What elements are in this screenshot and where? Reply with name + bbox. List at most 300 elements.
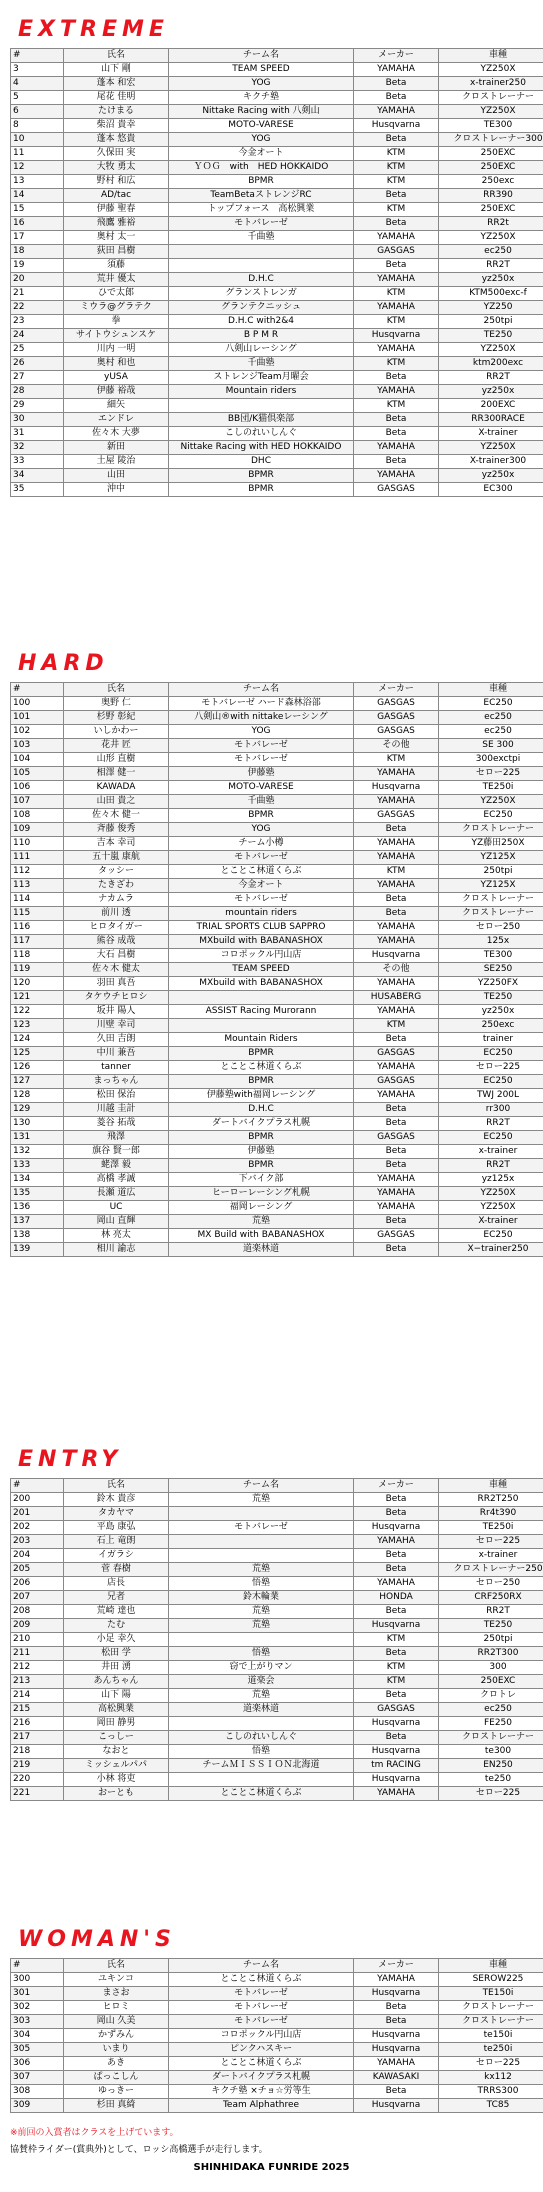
team-name: BPMR: [169, 1131, 354, 1145]
rider-number: 221: [11, 1787, 64, 1801]
team-name: 福岡レーシング: [169, 1201, 354, 1215]
maker: Beta: [354, 1117, 439, 1131]
table-row: [11, 1089, 543, 1103]
team-name: [169, 1633, 354, 1647]
model: x-trainer: [439, 1145, 543, 1159]
rider-number: 35: [11, 483, 64, 497]
model: YZ125X: [439, 879, 543, 893]
maker: KTM: [354, 1661, 439, 1675]
table-row: [11, 91, 543, 105]
rider-number: 220: [11, 1773, 64, 1787]
rider-number: 203: [11, 1535, 64, 1549]
rider-number: 23: [11, 315, 64, 329]
rider-number: 18: [11, 245, 64, 259]
team-name: MOTO-VARESE: [169, 781, 354, 795]
model: te150i: [439, 2029, 543, 2043]
rider-number: 125: [11, 1047, 64, 1061]
rider-number: 218: [11, 1745, 64, 1759]
team-name: 悟塾: [169, 1577, 354, 1591]
maker: Beta: [354, 1549, 439, 1563]
maker: YAMAHA: [354, 231, 439, 245]
table-row: [11, 851, 543, 865]
rider-number: 107: [11, 795, 64, 809]
model: セロー225: [439, 1787, 543, 1801]
team-name: D.H.C: [169, 1103, 354, 1117]
model: yz250x: [439, 385, 543, 399]
rider-name: 五十嵐 康航: [64, 851, 169, 865]
maker: Husqvarna: [354, 2029, 439, 2043]
team-name: 千曲塾: [169, 231, 354, 245]
rider-name: まさお: [64, 1987, 169, 2001]
model: EC250: [439, 1075, 543, 1089]
rider-number: 32: [11, 441, 64, 455]
table-row: [11, 823, 543, 837]
rider-name: 蓬本 和宏: [64, 77, 169, 91]
rider-number: 26: [11, 357, 64, 371]
model: ec250: [439, 1703, 543, 1717]
maker: KTM: [354, 1633, 439, 1647]
rider-number: 16: [11, 217, 64, 231]
model: YZ250X: [439, 441, 543, 455]
team-name: YOG: [169, 77, 354, 91]
rider-name: 山田: [64, 469, 169, 483]
model: RR2T250: [439, 1493, 543, 1507]
model: 250tpi: [439, 315, 543, 329]
model: KTM500exc-f: [439, 287, 543, 301]
rider-number: 106: [11, 781, 64, 795]
team-name: ピンクハスキー: [169, 2043, 354, 2057]
rider-number: 25: [11, 343, 64, 357]
table-row: [11, 161, 543, 175]
model: YZ藤田250X: [439, 837, 543, 851]
team-name: 悟塾: [169, 1647, 354, 1661]
maker: YAMAHA: [354, 1201, 439, 1215]
rider-name: 土屋 陵治: [64, 455, 169, 469]
team-name: モトバレーゼ: [169, 739, 354, 753]
rider-number: 28: [11, 385, 64, 399]
rider-name: 久保田 実: [64, 147, 169, 161]
header-team-name: チーム名: [169, 683, 354, 697]
maker: GASGAS: [354, 1131, 439, 1145]
table-row: [11, 175, 543, 189]
rider-name: 松田 保治: [64, 1089, 169, 1103]
rider-number: 302: [11, 2001, 64, 2015]
table-row: [11, 1131, 543, 1145]
table-row: [11, 753, 543, 767]
model: ktm200exc: [439, 357, 543, 371]
team-name: モトバレーゼ: [169, 217, 354, 231]
table-row: [11, 1033, 543, 1047]
table-row: [11, 483, 543, 497]
rider-name: 荒井 優太: [64, 273, 169, 287]
rider-number: 109: [11, 823, 64, 837]
model: rr300: [439, 1103, 543, 1117]
table-row: [11, 455, 543, 469]
model: trainer: [439, 1033, 543, 1047]
model: SE250: [439, 963, 543, 977]
model: クロストレーナー: [439, 823, 543, 837]
rider-name: 須藤: [64, 259, 169, 273]
maker: Beta: [354, 1605, 439, 1619]
rider-name: ぱっこしん: [64, 2071, 169, 2085]
table-row: [11, 2001, 543, 2015]
rider-name: こっしー: [64, 1731, 169, 1745]
rider-name: 蛯澤 毅: [64, 1159, 169, 1173]
maker: Husqvarna: [354, 329, 439, 343]
maker: YAMAHA: [354, 1173, 439, 1187]
rider-number: 5: [11, 91, 64, 105]
maker: Beta: [354, 1103, 439, 1117]
maker: Husqvarna: [354, 1619, 439, 1633]
team-name: D.H.C: [169, 273, 354, 287]
team-name: チームＭＩＳＳＩＯＮ北海道: [169, 1759, 354, 1773]
table-row: [11, 2057, 543, 2071]
table-row: [11, 977, 543, 991]
team-name: B P M R: [169, 329, 354, 343]
model: 300: [439, 1661, 543, 1675]
table-row: [11, 781, 543, 795]
table-row: [11, 2099, 543, 2113]
rider-name: 吉本 幸司: [64, 837, 169, 851]
rider-name: 相澤 健一: [64, 767, 169, 781]
note-sponsor-rider: 協賛枠ライダー(賞典外)として、ロッシ高橋選手が走行します。: [10, 2145, 268, 2155]
team-name: YOG: [169, 133, 354, 147]
rider-number: 214: [11, 1689, 64, 1703]
team-name: 道楽林道: [169, 1703, 354, 1717]
table-row: [11, 949, 543, 963]
rider-name: 杉田 真綺: [64, 2099, 169, 2113]
rider-number: 100: [11, 697, 64, 711]
team-name: 鈴木輪業: [169, 1591, 354, 1605]
rider-name: 杉野 彰紀: [64, 711, 169, 725]
rider-name: たけまる: [64, 105, 169, 119]
rider-number: 31: [11, 427, 64, 441]
rider-number: 21: [11, 287, 64, 301]
team-name: TeamBetaストレンジRC: [169, 189, 354, 203]
maker: KTM: [354, 161, 439, 175]
table-row: [11, 1703, 543, 1717]
model: TE250: [439, 1619, 543, 1633]
rider-number: 24: [11, 329, 64, 343]
rider-number: 27: [11, 371, 64, 385]
table-row: [11, 1745, 543, 1759]
maker: KTM: [354, 865, 439, 879]
model: クロストレーナー250: [439, 1563, 543, 1577]
model: YZ250X: [439, 795, 543, 809]
team-name: とことこ林道くらぶ: [169, 865, 354, 879]
maker: KTM: [354, 399, 439, 413]
table-row: [11, 1061, 543, 1075]
table-row: [11, 2015, 543, 2029]
team-name: 荒塾: [169, 1493, 354, 1507]
rider-name: 山形 直樹: [64, 753, 169, 767]
table-row: [11, 739, 543, 753]
model: ec250: [439, 725, 543, 739]
model: RR2T: [439, 259, 543, 273]
table-row: [11, 795, 543, 809]
team-name: 荒塾: [169, 1215, 354, 1229]
rider-name: 斉藤 俊秀: [64, 823, 169, 837]
model: EC250: [439, 1229, 543, 1243]
model: TWJ 200L: [439, 1089, 543, 1103]
maker: Beta: [354, 371, 439, 385]
team-name: TEAM SPEED: [169, 63, 354, 77]
model: X-trainer300: [439, 455, 543, 469]
table-row: [11, 1103, 543, 1117]
header-model: 車種: [439, 1959, 543, 1973]
table-row: [11, 809, 543, 823]
table-row: [11, 921, 543, 935]
rider-number: 118: [11, 949, 64, 963]
rider-number: 15: [11, 203, 64, 217]
model: クロトレ: [439, 1689, 543, 1703]
table-row: [11, 1633, 543, 1647]
model: 250EXC: [439, 203, 543, 217]
maker: Husqvarna: [354, 2043, 439, 2057]
team-name: とことこ林道くらぶ: [169, 1787, 354, 1801]
table-row: [11, 385, 543, 399]
rider-name: 兄者: [64, 1591, 169, 1605]
team-name: モトバレーゼ: [169, 851, 354, 865]
model: TC85: [439, 2099, 543, 2113]
team-name: グランテクニッシュ: [169, 301, 354, 315]
rider-number: 3: [11, 63, 64, 77]
team-name: 道楽林道: [169, 1243, 354, 1257]
team-name: 伊藤塾with福岡レーシング: [169, 1089, 354, 1103]
header-maker: メーカー: [354, 49, 439, 63]
maker: Beta: [354, 2015, 439, 2029]
table-row: [11, 767, 543, 781]
rider-name: タケウチヒロシ: [64, 991, 169, 1005]
table-row: [11, 1005, 543, 1019]
model: RR2T: [439, 1159, 543, 1173]
rider-name: 松田 学: [64, 1647, 169, 1661]
model: 250tpi: [439, 1633, 543, 1647]
maker: YAMAHA: [354, 851, 439, 865]
team-name: [169, 1773, 354, 1787]
team-name: こしのれいしんぐ: [169, 1731, 354, 1745]
rider-name: ミウラ@グラテク: [64, 301, 169, 315]
team-name: DHC: [169, 455, 354, 469]
table-row: [11, 2029, 543, 2043]
maker: KTM: [354, 357, 439, 371]
maker: YAMAHA: [354, 441, 439, 455]
model: te250i: [439, 2043, 543, 2057]
team-name: 窃で上がりマン: [169, 1661, 354, 1675]
model: 250tpi: [439, 865, 543, 879]
maker: Husqvarna: [354, 1987, 439, 2001]
team-name: [169, 991, 354, 1005]
model: クロストレーナー: [439, 907, 543, 921]
model: YZ250: [439, 301, 543, 315]
maker: Beta: [354, 189, 439, 203]
table-row: [11, 147, 543, 161]
table-row: [11, 357, 543, 371]
model: EC250: [439, 1131, 543, 1145]
header-rider-name: 氏名: [64, 1479, 169, 1493]
rider-number: 20: [11, 273, 64, 287]
maker: KTM: [354, 1675, 439, 1689]
rider-name: 石上 竜朗: [64, 1535, 169, 1549]
rider-name: AD/tac: [64, 189, 169, 203]
team-name: MX Build with BABANASHOX: [169, 1229, 354, 1243]
maker: Beta: [354, 91, 439, 105]
rider-name: イガラシ: [64, 1549, 169, 1563]
table-row: [11, 1973, 543, 1987]
table-row: [11, 413, 543, 427]
rider-number: 309: [11, 2099, 64, 2113]
rider-name: ナカムラ: [64, 893, 169, 907]
rider-name: 高橋 孝誠: [64, 1173, 169, 1187]
header-rider-name: 氏名: [64, 1959, 169, 1973]
rider-number: 11: [11, 147, 64, 161]
maker: YAMAHA: [354, 1577, 439, 1591]
team-name: 八剣山®with nittakeレーシング: [169, 711, 354, 725]
model: te250: [439, 1773, 543, 1787]
rider-number: 34: [11, 469, 64, 483]
rider-number: 136: [11, 1201, 64, 1215]
model: クロストレーナー: [439, 91, 543, 105]
maker: KTM: [354, 147, 439, 161]
rider-name: たきざわ: [64, 879, 169, 893]
rider-number: 202: [11, 1521, 64, 1535]
rider-name: 奥村 和也: [64, 357, 169, 371]
rider-name: おーとも: [64, 1787, 169, 1801]
team-name: MXbuild with BABANASHOX: [169, 977, 354, 991]
maker: YAMAHA: [354, 385, 439, 399]
rider-number: 19: [11, 259, 64, 273]
table-row: [11, 1159, 543, 1173]
maker: YAMAHA: [354, 767, 439, 781]
team-name: [169, 1535, 354, 1549]
rider-number: 124: [11, 1033, 64, 1047]
model: X−trainer250: [439, 1243, 543, 1257]
table-row: [11, 1215, 543, 1229]
model: Rr4t390: [439, 1507, 543, 1521]
rider-number: 137: [11, 1215, 64, 1229]
team-name: YOG: [169, 823, 354, 837]
model: CRF250RX: [439, 1591, 543, 1605]
maker: YAMAHA: [354, 921, 439, 935]
team-name: 千曲塾: [169, 795, 354, 809]
rider-number: 135: [11, 1187, 64, 1201]
rider-name: 荻田 昌樹: [64, 245, 169, 259]
maker: YAMAHA: [354, 1787, 439, 1801]
rider-name: 羽田 真吾: [64, 977, 169, 991]
table-row: [11, 231, 543, 245]
team-name: 荒塾: [169, 1563, 354, 1577]
rider-name: 奥村 太一: [64, 231, 169, 245]
section-title-entry: ENTRY: [18, 1447, 123, 1472]
rider-number: 116: [11, 921, 64, 935]
rider-name: 細矢: [64, 399, 169, 413]
maker: Beta: [354, 893, 439, 907]
model: SEROW225: [439, 1973, 543, 1987]
maker: Beta: [354, 1243, 439, 1257]
rider-name: 山下 剛: [64, 63, 169, 77]
table-row: [11, 371, 543, 385]
maker: Beta: [354, 133, 439, 147]
rider-number: 112: [11, 865, 64, 879]
team-name: モトバレーゼ: [169, 2001, 354, 2015]
table-row: [11, 1187, 543, 1201]
rider-number: 22: [11, 301, 64, 315]
model: YZ125X: [439, 851, 543, 865]
maker: YAMAHA: [354, 105, 439, 119]
maker: その他: [354, 963, 439, 977]
table-row: [11, 1647, 543, 1661]
table-row: [11, 1675, 543, 1689]
model: 250EXC: [439, 1675, 543, 1689]
rider-number: 304: [11, 2029, 64, 2043]
maker: YAMAHA: [354, 1061, 439, 1075]
model: ec250: [439, 245, 543, 259]
table-row: [11, 1731, 543, 1745]
rider-name: 佐々木 健一: [64, 809, 169, 823]
model: EC250: [439, 1047, 543, 1061]
rider-number: 105: [11, 767, 64, 781]
rider-name: 岡山 直輝: [64, 1215, 169, 1229]
team-name: Mountain Riders: [169, 1033, 354, 1047]
rider-number: 129: [11, 1103, 64, 1117]
maker: YAMAHA: [354, 935, 439, 949]
rider-number: 204: [11, 1549, 64, 1563]
model: クロストレーナー300: [439, 133, 543, 147]
maker: Beta: [354, 2001, 439, 2015]
table-row: [11, 893, 543, 907]
team-name: [169, 1019, 354, 1033]
maker: HONDA: [354, 1591, 439, 1605]
maker: YAMAHA: [354, 301, 439, 315]
rider-name: yUSA: [64, 371, 169, 385]
rider-number: 207: [11, 1591, 64, 1605]
team-name: BPMR: [169, 1047, 354, 1061]
rider-number: 303: [11, 2015, 64, 2029]
team-name: モトバレーゼ: [169, 1521, 354, 1535]
team-name: BPMR: [169, 469, 354, 483]
team-name: [169, 1717, 354, 1731]
team-name: モトバレーゼ: [169, 2015, 354, 2029]
rider-number: 128: [11, 1089, 64, 1103]
maker: KTM: [354, 203, 439, 217]
table-row: [11, 1787, 543, 1801]
header-number: #: [11, 49, 64, 63]
team-name: MOTO-VARESE: [169, 119, 354, 133]
model: クロストレーナー: [439, 893, 543, 907]
rider-number: 212: [11, 1661, 64, 1675]
table-row: [11, 1577, 543, 1591]
rider-number: 216: [11, 1717, 64, 1731]
rider-number: 30: [11, 413, 64, 427]
rider-number: 307: [11, 2071, 64, 2085]
header-team-name: チーム名: [169, 1959, 354, 1973]
table-row: [11, 1521, 543, 1535]
rider-number: 114: [11, 893, 64, 907]
team-name: とことこ林道くらぶ: [169, 1061, 354, 1075]
table-row: [11, 1117, 543, 1131]
maker: GASGAS: [354, 711, 439, 725]
team-name: BPMR: [169, 809, 354, 823]
table-row: [11, 1145, 543, 1159]
table-row: [11, 63, 543, 77]
model: 250EXC: [439, 161, 543, 175]
rider-name: サイトウシュンスケ: [64, 329, 169, 343]
rider-number: 219: [11, 1759, 64, 1773]
team-name: TRIAL SPORTS CLUB SAPPRO: [169, 921, 354, 935]
table-row: [11, 315, 543, 329]
model: クロストレーナー: [439, 2015, 543, 2029]
maker: GASGAS: [354, 809, 439, 823]
